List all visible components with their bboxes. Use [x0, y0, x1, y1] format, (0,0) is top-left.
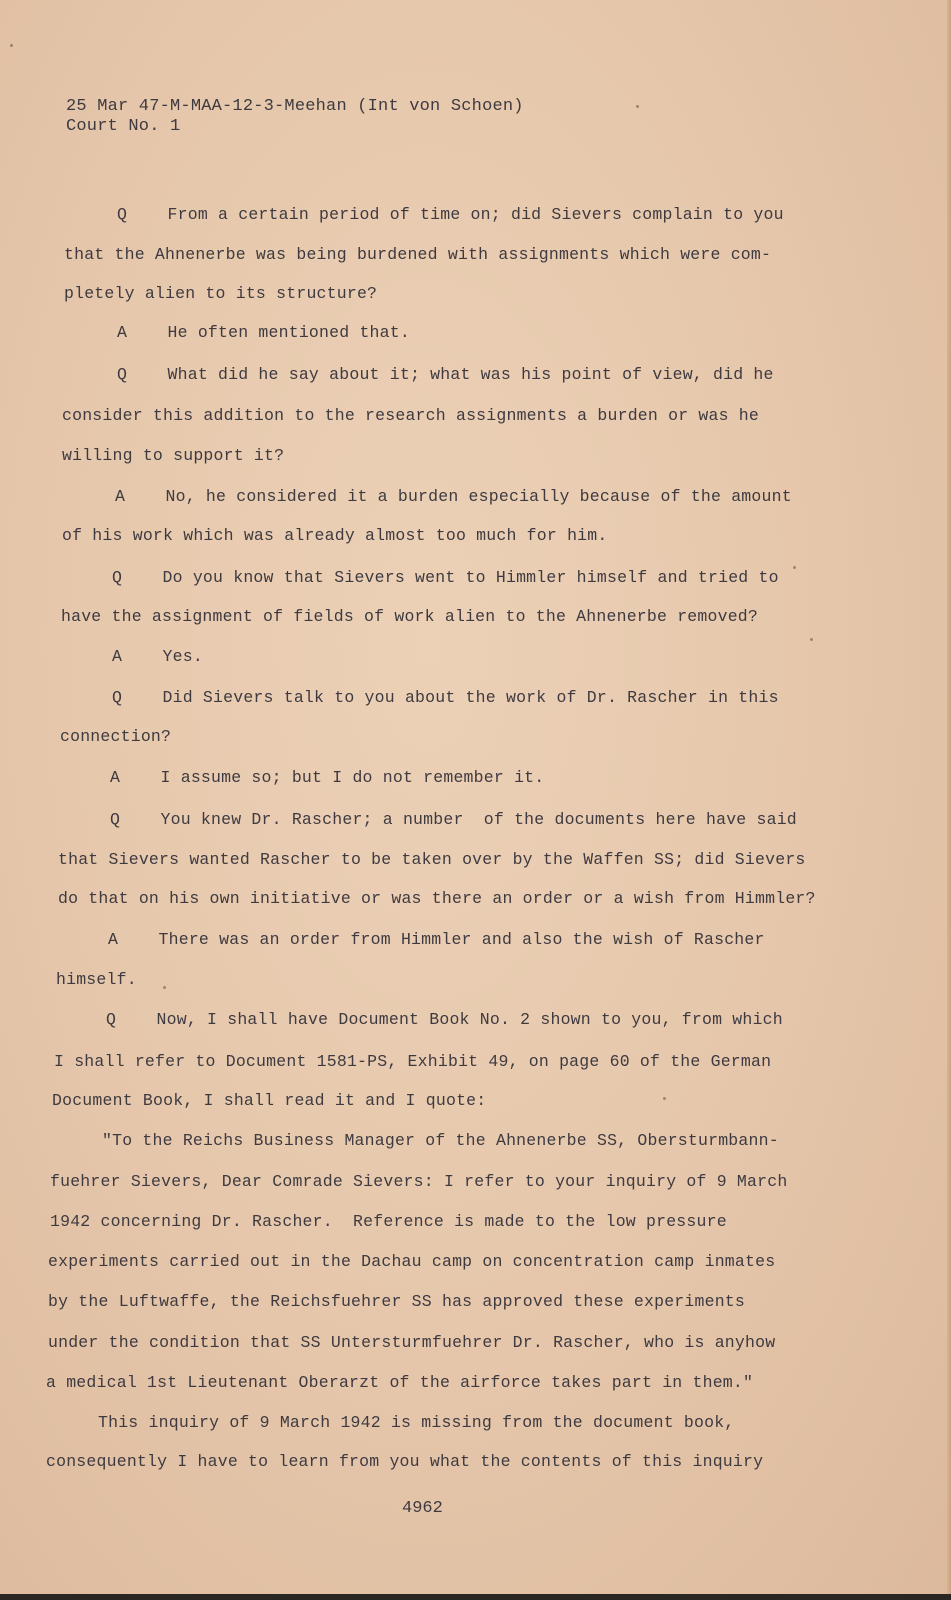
transcript-line: that Sievers wanted Rascher to be taken over by the Waffen SS; did Sievers [58, 850, 806, 869]
transcript-line: fuehrer Sievers, Dear Comrade Sievers: I refer to your inquiry of 9 March [50, 1172, 788, 1191]
transcript-line: A Yes. [112, 647, 203, 666]
transcript-line: connection? [60, 727, 172, 746]
transcript-line: A He often mentioned that. [117, 323, 410, 342]
header-line-1: 25 Mar 47-M-MAA-12-3-Meehan (Int von Schoen) [66, 97, 524, 116]
transcript-line: Q Did Sievers talk to you about the work of Dr. Rascher in this [112, 688, 779, 707]
transcript-line: Q Do you know that Sievers went to Himmler himself and tried to [112, 568, 779, 587]
paper-speck [163, 986, 166, 989]
paper-speck [10, 44, 13, 47]
header-line-2: Court No. 1 [66, 117, 181, 136]
transcript-line: a medical 1st Lieutenant Oberarzt of the airforce takes part in them." [46, 1373, 754, 1392]
transcript-line: under the condition that SS Untersturmfuehrer Dr. Rascher, who is anyhow [48, 1333, 776, 1352]
transcript-line: A There was an order from Himmler and also the wish of Rascher [108, 930, 765, 949]
transcript-line: "To the Reichs Business Manager of the Ahnenerbe SS, Obersturmbann- [102, 1131, 779, 1150]
transcript-line: himself. [56, 970, 137, 989]
transcript-line: 1942 concerning Dr. Rascher. Reference is made to the low pressure [50, 1212, 727, 1231]
transcript-line: of his work which was already almost too much for him. [62, 526, 608, 545]
transcript-line: consequently I have to learn from you what the contents of this inquiry [46, 1452, 764, 1471]
page-number: 4962 [402, 1499, 443, 1518]
transcript-line: This inquiry of 9 March 1942 is missing from the document book, [98, 1413, 735, 1432]
transcript-line: willing to support it? [62, 446, 285, 465]
transcript-line: A No, he considered it a burden especially because of the amount [115, 487, 792, 506]
transcript-line: Q From a certain period of time on; did Sievers complain to you [117, 205, 784, 224]
transcript-line: pletely alien to its structure? [64, 284, 378, 303]
transcript-line: Q You knew Dr. Rascher; a number of the documents here have said [110, 810, 797, 829]
transcript-line: by the Luftwaffe, the Reichsfuehrer SS has approved these experiments [48, 1292, 746, 1311]
transcript-line: Document Book, I shall read it and I quote: [52, 1091, 487, 1110]
paper-speck [663, 1097, 666, 1100]
transcript-line: A I assume so; but I do not remember it. [110, 768, 545, 787]
transcript-line: experiments carried out in the Dachau camp on concentration camp inmates [48, 1252, 776, 1271]
transcript-line: have the assignment of fields of work alien to the Ahnenerbe removed? [61, 607, 759, 626]
transcript-line: I shall refer to Document 1581-PS, Exhibit 49, on page 60 of the German [54, 1052, 772, 1071]
transcript-line: consider this addition to the research assignments a burden or was he [62, 406, 760, 425]
paper-speck [793, 566, 796, 569]
transcript-line: Q Now, I shall have Document Book No. 2 shown to you, from which [106, 1010, 783, 1029]
paper-speck [636, 105, 639, 108]
page-edge-shadow [947, 0, 951, 1600]
transcript-line: Q What did he say about it; what was his point of view, did he [117, 365, 774, 384]
transcript-line: that the Ahnenerbe was being burdened with assignments which were com- [64, 245, 772, 264]
page-bottom-edge [0, 1594, 951, 1600]
transcript-line: do that on his own initiative or was there an order or a wish from Himmler? [58, 889, 816, 908]
paper-speck [810, 638, 813, 641]
